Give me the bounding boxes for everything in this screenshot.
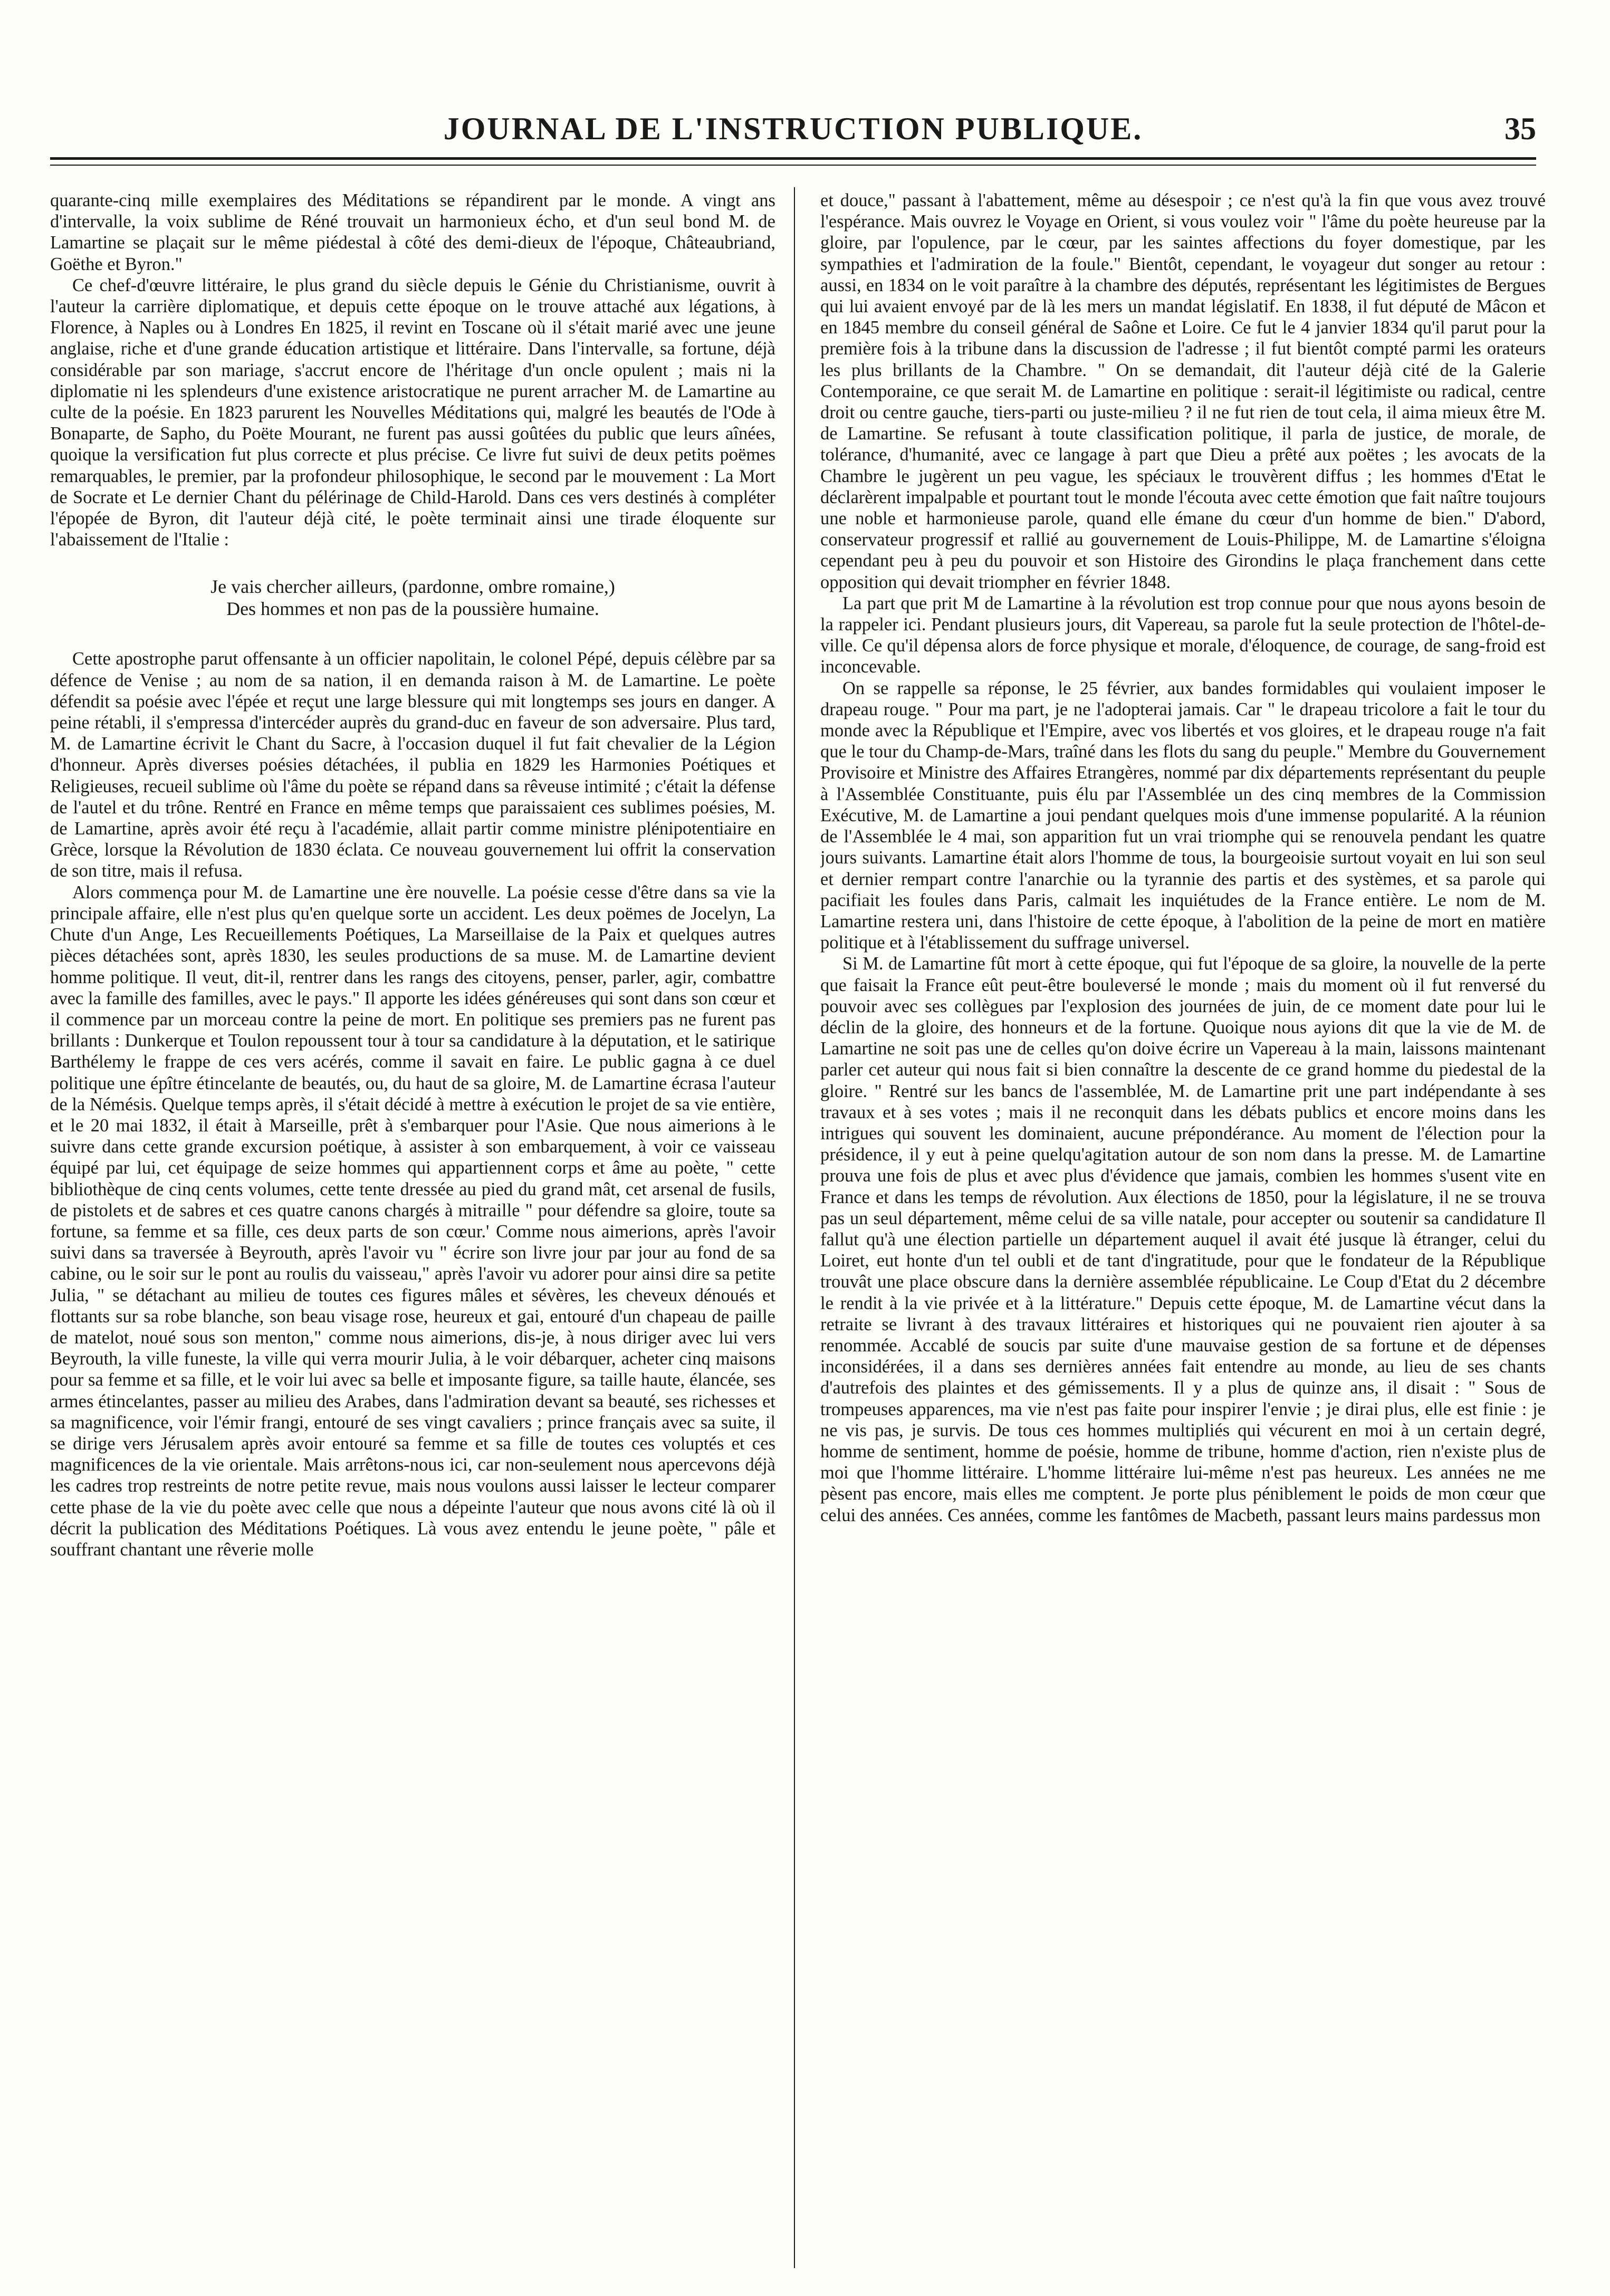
header-rule-thin	[50, 165, 1536, 166]
verse-line-1: Je vais chercher ailleurs, (pardonne, ombre romaine,)	[210, 576, 615, 598]
left-column	[50, 190, 775, 2268]
page-number: 35	[1504, 111, 1536, 146]
running-head	[50, 111, 1536, 148]
column-divider	[794, 187, 795, 2268]
left-paragraph-1: quarante-cinq mille exemplaires des Méditations se répandirent par le monde. A vingt ans d'intervalle, la voix sublime de Réné trouvait un harmonieux écho, et d'un seul bond M. de Lamartine se plaçait sur le même piédestal à côté des demi-dieux de l'époque, Châteaubriand, Goëthe et Byron."	[50, 190, 775, 274]
left-paragraph-4: Alors commença pour M. de Lamartine une ère nouvelle. La poésie cesse d'être dans sa vie la principale affaire, elle n'est plus qu'en quelque sorte un accident. Les deux poëmes de Jocelyn, La Chute d'un Ange, Les Recueillements Poétiques, La Marseillaise de la Paix et quelques autres pièces détachées sont, après 1830, les seules productions de sa muse. M. de Lamartine devient homme politique. Il veut, dit-il, rentrer dans les rangs des citoyens, penser, parler, agir, combattre avec la famille des familles, avec le pays." Il apporte les idées généreuses qui sont dans son cœur et il commence par un morceau contre la peine de mort. En politique ses premiers pas ne furent pas brillants : Dunkerque et Toulon repoussent tour à tour sa candidature à la députation, et le satirique Barthélemy le frappe de ces vers acérés, comme il savait en faire. Le public gagna à ce duel politique une épître étincelante de beautés, ou, du haut de sa gloire, M. de Lamartine écrasa l'auteur de la Némésis. Quelque temps après, il s'était décidé à mettre à exécution le projet de sa vie entière, et le 20 mai 1832, il était à Marseille, prêt à s'embarquer pour l'Asie. Que nous aimerions à le suivre dans cette grande excursion poétique, à assister à son embarquement, à voir ce vaisseau équipé par lui, cet équipage de seize hommes qui appartiennent corps et âme au poète, " cette bibliothèque de cinq cents volumes, cette tente dressée au pied du grand mât, cet arsenal de fusils, de pistolets et de sabres et ces quatre canons chargés à mitraille " pour défendre sa gloire, toute sa fortune, sa femme et sa fille, ces deux parts de son cœur.' Comme nous aimerions, après l'avoir suivi dans sa traversée à Beyrouth, après l'avoir vu " écrire son livre jour par jour au fond de sa cabine, ou le soir sur le pont au roulis du vaisseau," après l'avoir vu adorer pour ainsi dire sa petite Julia, " se détachant au milieu de toutes ces figures mâles et sévères, les cheveux dénoués et flottants sur sa robe blanche, son beau visage rose, heureux et gai, entouré d'un chapeau de paille de matelot, noué sous son menton," comme nous aimerions, dis-je, à nous diriger avec lui vers Beyrouth, la ville funeste, la ville qui verra mourir Julia, à le voir débarquer, acheter cinq maisons pour sa femme et sa fille, et le voir lui avec sa belle et imposante figure, sa taille haute, élancée, ses armes étincelantes, passer au milieu des Arabes, dans l'admiration devant sa beauté, ses richesses et sa magnificence, voir l'émir frangi, entouré de ses vingt cavaliers ; prince français avec sa suite, il se dirige vers Jérusalem après avoir entouré sa femme et sa fille de toutes ces voluptés et ces magnificences de la vie orientale. Mais arrêtons-nous ici, car non-seulement nous apercevons déjà les cadres trop restreints de notre petite revue, mais nous voulons aussi laisser le lecteur comparer cette phase de la vie du poète avec celle que nous a dépeinte l'auteur que nous avons cité là où il décrit la publication des Méditations Poétiques. Là vous avez entendu le jeune poète, " pâle et souffrant chantant une rêverie molle	[50, 882, 775, 1560]
right-paragraph-4: Si M. de Lamartine fût mort à cette époque, qui fut l'époque de sa gloire, la nouvelle de la perte que faisait la France eût peut-être bouleversé le monde ; mais du moment où il fut renversé du pouvoir avec ses collègues par l'explosion des journées de juin, de ce moment date pour lui le déclin de la gloire, des honneurs et de la fortune. Quoique nous ayions dit que la vie de M. de Lamartine ne soit pas une de celles qu'on doive écrire un Vapereau à la main, laissons maintenant parler cet auteur qui nous fait si bien connaître la descente de ce grand homme du piedestal de la gloire. " Rentré sur les bancs de l'assemblée, M. de Lamartine prit une part indépendante à ses travaux et à ses votes ; mais il ne reconquit dans les débats publics et encore moins dans les intrigues qui souvent les dominaient, aucune prépondérance. Au moment de l'élection pour la présidence, il y eut à peine quelqu'agitation autour de son nom dans la presse. M. de Lamartine prouva une fois de plus et avec plus d'évidence que jamais, combien les hommes s'usent vite en France et dans les temps de révolution. Aux élections de 1850, pour la législature, il ne se trouva pas un seul département, même celui de sa ville natale, pour accepter ou soutenir sa candidature Il fallut qu'à une élection partielle un département auquel il avait été jusque là étranger, celui du Loiret, eut honte d'un tel oubli et de tant d'ingratitude, pour que le fondateur de la République trouvât une place obscure dans la dernière assemblée républicaine. Le Coup d'Etat du 2 décembre le rendit à la vie privée et à la littérature." Depuis cette époque, M. de Lamartine vécut dans la retraite se livrant à des travaux littéraires et historiques qui ne pouvaient rien ajouter à sa renommée. Accablé de soucis par suite d'une mauvaise gestion de sa fortune et de dépenses inconsidérées, il a dans ses dernières années fait entendre au monde, au lieu de ses chants d'autrefois des plaintes et des gémissements. Il y a plus de quinze ans, il disait : " Sous de trompeuses apparences, ma vie n'est pas faite pour inspirer l'envie ; je dirai plus, elle est finie : je ne vis pas, je survis. De tous ces hommes multipliés qui vécurent en moi à un certain degré, homme de sentiment, homme de poésie, homme de tribune, homme d'action, rien n'existe plus de moi que l'homme littéraire. L'homme littéraire lui-même n'est pas heureux. Les années ne me pèsent pas encore, mais elles me comptent. Je porte plus péniblement le poids de mon cœur que celui des années. Ces années, comme les fantômes de Macbeth, passant leurs mains pardessus mon	[820, 954, 1546, 1525]
left-paragraph-3: Cette apostrophe parut offensante à un officier napolitain, le colonel Pépé, depuis célèbre par sa défence de Venise ; au nom de sa nation, il en demanda raison à M. de Lamartine. Le poète défendit sa poésie avec l'épée et reçut une large blessure qui mit longtemps ses jours en danger. A peine rétabli, il s'empressa d'intercéder auprès du grand-duc en faveur de son adversaire. Plus tard, M. de Lamartine écrivit le Chant du Sacre, à l'occasion duquel il fut fait chevalier de la Légion d'honneur. Après diverses poésies détachées, il publia en 1829 les Harmonies Poétiques et Religieuses, recueil sublime où l'âme du poète se répand dans sa rêveuse intimité ; c'était la défense de l'autel et du trône. Rentré en France en même temps que paraissaient ces sublimes poésies, M. de Lamartine, après avoir été reçu à l'académie, allait partir comme ministre plénipotentiaire en Grèce, lorsque la Révolution de 1830 éclata. Ce nouveau gouvernement lui offrit la conservation de son titre, mais il refusa.	[50, 649, 775, 881]
left-paragraph-2: Ce chef-d'œuvre littéraire, le plus grand du siècle depuis le Génie du Christianisme, ouvrit à l'auteur la carrière diplomatique, et depuis cette époque on le trouve attaché aux légations, à Florence, à Naples ou à Londres En 1825, il revint en Toscane où il s'était marié avec une jeune anglaise, riche et d'une grande éducation artistique et littéraire. Dans l'intervalle, sa fortune, déjà considérable par son mariage, s'accrut encore de l'héritage d'un oncle opulent ; mais ni la diplomatie ni les splendeurs d'une existence aristocratique ne purent arracher M. de Lamartine au culte de la poésie. En 1823 parurent les Nouvelles Méditations qui, malgré les beautés de l'Ode à Bonaparte, de Sapho, du Poëte Mourant, ne furent pas aussi goûtées du public que leurs aînées, quoique la versification fut plus correcte et plus précise. Ce livre fut suivi de deux petits poëmes remarquables, le premier, par la profondeur philosophique, le second par le mouvement : La Mort de Socrate et Le dernier Chant du pélérinage de Child-Harold. Dans ces vers destinés à compléter l'épopée de Byron, dit l'auteur déjà cité, le poète terminait ainsi une tirade éloquente sur l'abaissement de l'Italie :	[50, 275, 775, 550]
right-paragraph-1: et douce," passant à l'abattement, même au désespoir ; ce n'est qu'à la fin que vous avez trouvé l'espérance. Mais ouvrez le Voyage en Orient, si vous voulez voir " l'âme du poète heureuse par la gloire, par l'opulence, par le cœur, par les saintes affections du foyer domestique, par les sympathies et l'admiration de la foule." Bientôt, cependant, le voyageur dut songer au retour : aussi, en 1834 on le voit paraître à la chambre des députés, représentant les légitimistes de Bergues qui lui avaient envoyé par de là les mers un mandat législatif. En 1838, il fut député de Mâcon et en 1845 membre du conseil général de Saône et Loire. Ce fut le 4 janvier 1834 qu'il parut pour la première fois à la tribune dans la discussion de l'adresse ; il fut bientôt compté parmi les orateurs les plus brillants de la Chambre. " On se demandait, dit l'auteur déjà cité de la Galerie Contemporaine, ce que serait M. de Lamartine en politique : serait-il légitimiste ou radical, centre droit ou centre gauche, tiers-parti ou juste-milieu ? il ne fut rien de tout cela, il aima mieux être M. de Lamartine. Se refusant à toute classification politique, il parla de justice, de morale, de tolérance, d'humanité, avec ce langage à part que Dieu a prêté aux poëtes ; les avocats de la Chambre le jugèrent un peu vague, les spéciaux le trouvèrent diffus ; les hommes d'Etat le déclarèrent impalpable et pourtant tout le monde l'écouta avec cette émotion que fait naître toujours une noble et harmonieuse parole, quand elle émane du cœur d'un homme de bien." D'abord, conservateur progressif et rallié au gouvernement de Louis-Philippe, M. de Lamartine s'éloigna cependant peu à peu du pouvoir et son Histoire des Girondins le plaça franchement dans cette opposition qui devait triompher en février 1848.	[820, 190, 1546, 592]
journal-title: JOURNAL DE L'INSTRUCTION PUBLIQUE.	[443, 111, 1143, 146]
verse-quotation	[50, 575, 775, 620]
verse-line-2: Des hommes et non pas de la poussière humaine.	[226, 598, 599, 620]
right-paragraph-3: On se rappelle sa réponse, le 25 février, aux bandes formidables qui voulaient imposer le drapeau rouge. " Pour ma part, je ne l'adopterai jamais. Car " le drapeau tricolore a fait le tour du monde avec la République et l'Empire, avec vos libertés et vos gloires, et le drapeau rouge n'a fait que le tour du Champ-de-Mars, traîné dans les flots du sang du peuple." Membre du Gouvernement Provisoire et Ministre des Affaires Etrangères, nommé par dix départements représentant du peuple à l'Assemblée Constituante, puis élu par l'Assemblée un des cinq membres de la Commission Exécutive, M. de Lamartine a joui pendant quelques mois d'une immense popularité. A la réunion de l'Assemblée le 4 mai, son apparition fut un vrai triomphe qui se renouvela pendant les quatre jours suivants. Lamartine était alors l'homme de tous, la bourgeoisie surtout voyait en lui son seul et dernier rempart contre l'anarchie ou la tyrannie des partis et des systèmes, et sa parole qui pacifiait les foules dans Paris, calmait les inquiétudes de la France entière. Le nom de M. Lamartine restera uni, dans l'histoire de cette époque, à l'abolition de la peine de mort en matière politique et à l'établissement du suffrage universel.	[820, 678, 1546, 953]
right-paragraph-2: La part que prit M de Lamartine à la révolution est trop connue pour que nous ayons besoin de la rappeler ici. Pendant plusieurs jours, dit Vapereau, sa parole fut la seule protection de l'hôtel-de-ville. Ce qu'il dépensa alors de force physique et morale, d'éloquence, de courage, de sang-froid est inconcevable.	[820, 593, 1546, 677]
header-rule-thick	[50, 157, 1536, 160]
right-column	[820, 190, 1546, 2268]
